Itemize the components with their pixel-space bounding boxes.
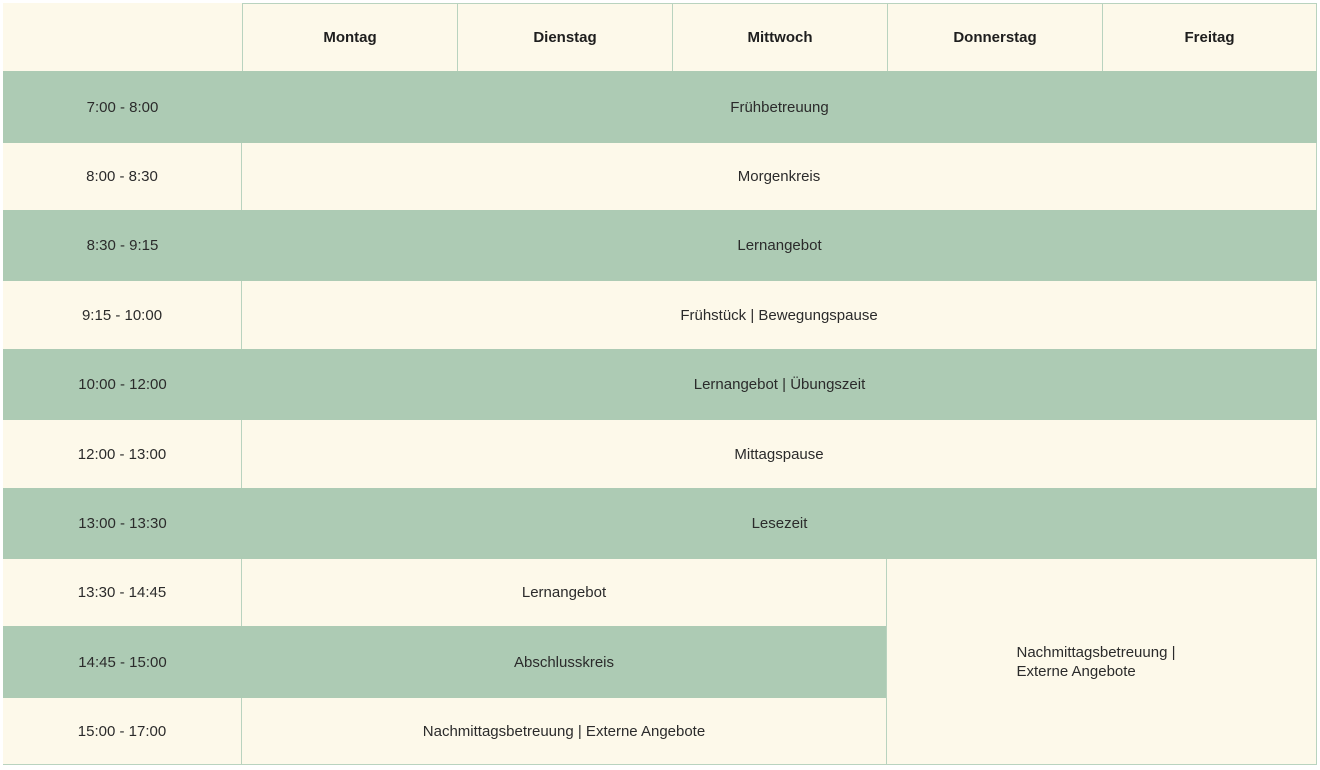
external-offers-cell xyxy=(887,559,1317,765)
activity-cell: Lesezeit xyxy=(242,488,1317,559)
activity-cell: Morgenkreis xyxy=(242,143,1317,210)
header-day-montag: Montag xyxy=(242,3,457,71)
header-corner xyxy=(3,3,242,71)
time-slot: 14:45 - 15:00 xyxy=(3,626,242,698)
schedule-table xyxy=(3,3,1317,765)
time-slot: 13:30 - 14:45 xyxy=(3,559,242,626)
header-day-freitag: Freitag xyxy=(1102,3,1317,71)
activity-cell: Lernangebot | Übungszeit xyxy=(242,349,1317,420)
time-slot: 7:00 - 8:00 xyxy=(3,71,242,143)
activity-cell: Abschlusskreis xyxy=(242,626,887,698)
time-slot: 10:00 - 12:00 xyxy=(3,349,242,420)
activity-cell: Nachmittagsbetreuung | Externe Angebote xyxy=(242,698,887,765)
activity-cell: Mittagspause xyxy=(242,420,1317,488)
activity-cell: Lernangebot xyxy=(242,559,887,626)
activity-cell: Frühbetreuung xyxy=(242,71,1317,143)
time-slot: 9:15 - 10:00 xyxy=(3,281,242,349)
external-offers-line1: Nachmittagsbetreuung | xyxy=(1016,643,1176,661)
header-day-donnerstag: Donnerstag xyxy=(887,3,1102,71)
time-slot: 15:00 - 17:00 xyxy=(3,698,242,765)
header-day-mittwoch: Mittwoch xyxy=(672,3,887,71)
activity-cell: Frühstück | Bewegungspause xyxy=(242,281,1317,349)
external-offers-text xyxy=(1017,643,1217,681)
time-slot: 13:00 - 13:30 xyxy=(3,488,242,559)
time-slot: 8:30 - 9:15 xyxy=(3,210,242,281)
time-slot: 8:00 - 8:30 xyxy=(3,143,242,210)
time-slot: 12:00 - 13:00 xyxy=(3,420,242,488)
activity-cell: Lernangebot xyxy=(242,210,1317,281)
external-offers-line2: Externe Angebote xyxy=(1016,662,1136,680)
header-day-dienstag: Dienstag xyxy=(457,3,672,71)
